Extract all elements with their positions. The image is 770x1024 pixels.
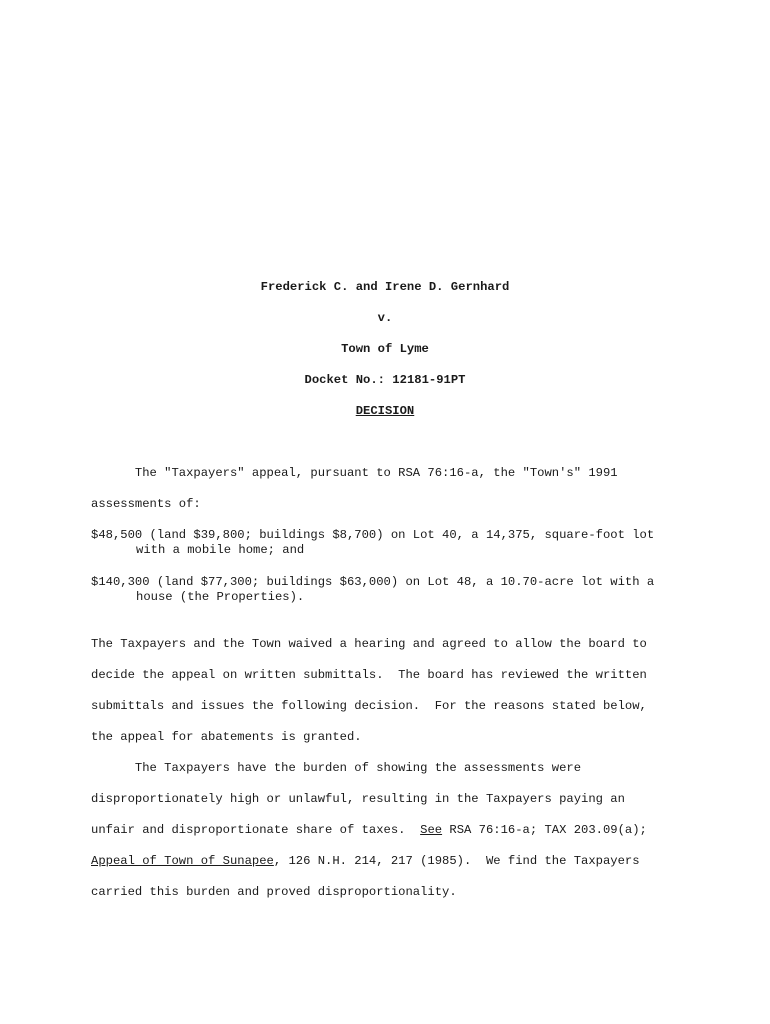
decision-heading-text: DECISION [355, 404, 415, 418]
paragraph-3-line-4-post: , 126 N.H. 214, 217 (1985). We find the Taxpayers [273, 854, 640, 868]
paragraph-2-line-3: submittals and issues the following decision. For the reasons stated below, [91, 699, 647, 713]
caption-versus: v. [377, 311, 393, 325]
paragraph-2-line-4: the appeal for abatements is granted. [91, 730, 362, 744]
assessment-item-1 [91, 528, 691, 558]
caption-parties: Frederick C. and Irene D. Gernhard [260, 280, 510, 294]
decision-heading [0, 404, 770, 419]
case-citation: Appeal of Town of Sunapee [91, 854, 274, 868]
assessment-item-1-line-2: with a mobile home; and [136, 543, 305, 557]
paragraph-2-line-1: The Taxpayers and the Town waived a hearing and agreed to allow the board to [91, 637, 647, 651]
paragraph-3-line-1: The Taxpayers have the burden of showing the assessments were [91, 761, 582, 775]
paragraph-3-line-3-pre: unfair and disproportionate share of taxes. [91, 823, 421, 837]
see-citation-signal: See [420, 823, 443, 837]
paragraph-3-line-5: carried this burden and proved disproportionality. [91, 885, 457, 899]
paragraph-3-line-2: disproportionately high or unlawful, resulting in the Taxpayers paying an [91, 792, 625, 806]
paragraph-3-line-3-post: RSA 76:16-a; TAX 203.09(a); [442, 823, 647, 837]
assessment-item-2-line-2: house (the Properties). [136, 590, 305, 604]
intro-line-2: assessments of: [91, 497, 201, 511]
assessment-item-1-line-1: $48,500 (land $39,800; buildings $8,700) on Lot 40, a 14,375, square-foot lot [91, 528, 655, 542]
caption-docket: Docket No.: 12181-91PT [304, 373, 466, 387]
assessment-item-2 [91, 575, 691, 605]
assessment-item-2-line-1: $140,300 (land $77,300; buildings $63,000) on Lot 48, a 10.70-acre lot with a [91, 575, 655, 589]
paragraph-3-line-4 [91, 854, 640, 869]
intro-line-1: The "Taxpayers" appeal, pursuant to RSA 76:16-a, the "Town's" 1991 [91, 466, 618, 480]
caption-respondent: Town of Lyme [341, 342, 429, 356]
paragraph-3-line-3 [91, 823, 647, 838]
paragraph-2-line-2: decide the appeal on written submittals. The board has reviewed the written [91, 668, 647, 682]
